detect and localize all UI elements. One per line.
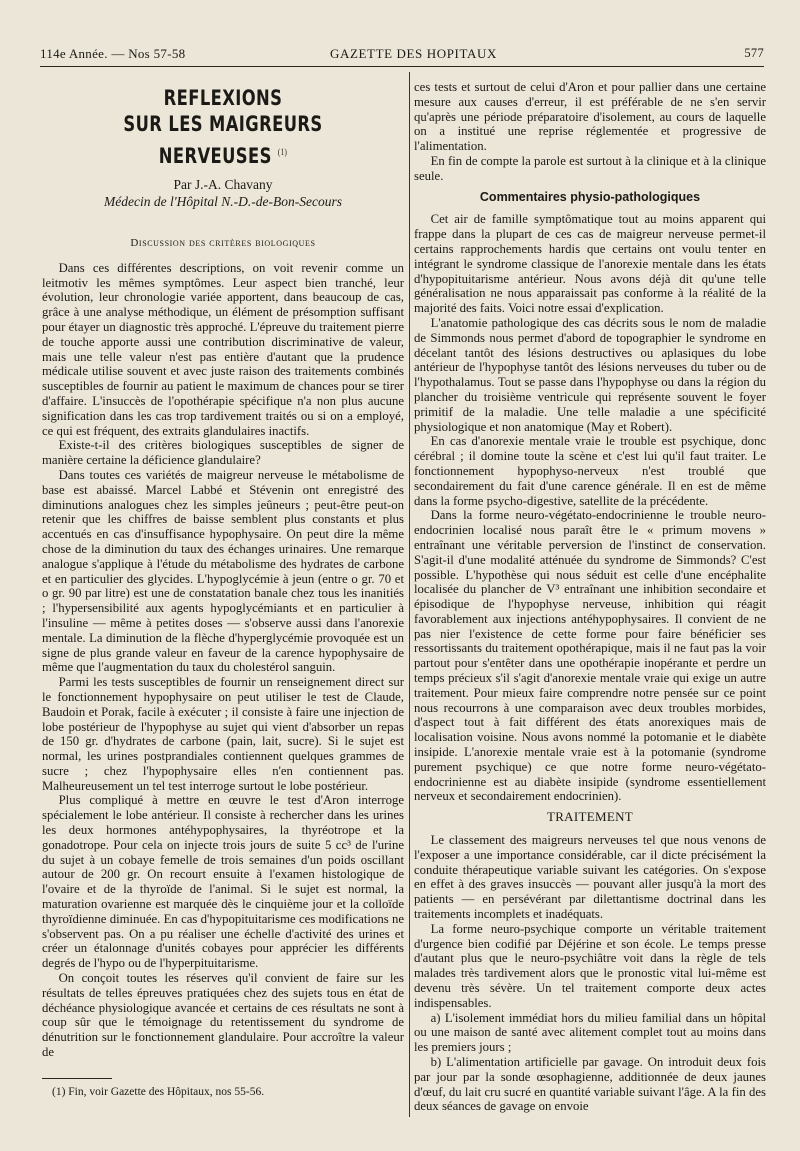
paragraph: Plus compliqué à mettre en œuvre le test d'Aron interroge spécialement le lobe antérieur. Il consiste à rechercher dans les urines les deux hormones antéhypophysaires, la thyréotrope et la gonadotrope. Pour cela on injecte trois jours de suite 5 cc³ de l'urine du sujet à un cobaye femelle de trois semaines d'un poids oscillant autour de 200 gr. On recourt ensuite à l'examen histologique de l'ovaire et de la thyroïde de l'animal. Si le sujet est normal, la maturation ovarienne est marquée dès le cinquième jour et la colloïde thyroïdienne diminuée. En cas d'hypopituitarisme ces modifications ne s'observent pas. On a pu réaliser une échelle d'activité des urines et créer un étalonnage d'unités cobayes pour apprécier les différents degrés de l'hypo ou de l'hyperpituitarisme.: [42, 793, 404, 971]
paragraph: Existe-t-il des critères biologiques susceptibles de signer de manière certaine la déficience glandulaire?: [42, 438, 404, 468]
left-column: [42, 82, 404, 1060]
section-heading-physiopathology: Commentaires physio-pathologiques: [479, 189, 701, 204]
running-head: [40, 46, 764, 66]
paragraph: L'anatomie pathologique des cas décrits sous le nom de maladie de Simmonds nous permet d'abord de topographier le syndrome en décelant tantôt des lésions destructives ou aplasiques du lobe antérieur de l'hypophyse tantôt des lésions nerveuses du tuber ou de l'hypothalamus. Tout se passe dans l'hypophyse ou dans la région du plancher du troisième ventricule qui représente souvent le foyer primitif de la maladie. Une telle maladie a une spécificité physiologique et non anatomique (May et Robert).: [414, 315, 766, 434]
paragraph: a) L'isolement immédiat hors du milieu familial dans un hôpital ou une maison de santé avec alitement complet tout au moins dans les premiers jours ;: [414, 1010, 766, 1055]
page-number: 577: [744, 46, 764, 60]
column-divider: [409, 72, 410, 1117]
paragraph: Dans toutes ces variétés de maigreur nerveuse le métabolisme de base est abaissé. Marcel Labbé et Stévenin ont enregistré des diminutions analogues chez les simples jeûneurs ; peut-être peut-on retenir que les chiffres de baisse semblent plus constants et plus accentués en cas d'insuffisance hypophysaire. On peut dire la même chose de la diminution du taux des échanges urinaires. Une remarque analogue s'applique à l'étude du métabolisme des hydrates de carbone et en particulier des glycides. L'hypoglycémie à jeun (entre o gr. 70 et o gr. 90 par litre) est une de constatation banale chez tous les inanitiés ; l'hypersensibilité aux agents hypoglycémiants et en particulier à l'insuline — même à petites doses — s'observe aussi dans l'anorexie mentale. La diminution de la flèche d'hyperglycémie provoquée est un signe de plus grande valeur en faveur de la carence hypophysaire de même que l'augmentation du taux du cholestérol sanguin.: [42, 467, 404, 675]
paragraph: Le classement des maigreurs nerveuses tel que nous venons de l'exposer a une importance considérable, car il dicte précisément la conduite thérapeutique variable suivant les catégories. On s'expose en effet à des graves insuccès — pouvant aller jusqu'à la mort des patients — en persévérant par dilettantisme doctrinal dans les traitements incomplets et inadéquats.: [414, 833, 766, 922]
paragraph: On conçoit toutes les réserves qu'il convient de faire sur les résultats de telles épreuves pratiquées chez des sujets tous en état de déchéance physiologique avancée et certains de ces résultats ne sont à coup sûr que le témoignage du retentissement du syndrome de dénutrition sur le fonctionnement glandulaire. Pour accroître la valeur de: [42, 971, 404, 1060]
journal-title: GAZETTE DES HOPITAUX: [330, 46, 497, 61]
title-footnote-marker: (1): [277, 147, 288, 157]
paragraph: Parmi les tests susceptibles de fournir un renseignement direct sur le fonctionnement hypophysaire on peut utiliser le test de Claude, Baudoin et Porak, facile à exécuter ; il consiste à faire une injection de lobe postérieur de l'hypophyse au sujet qui vient d'absorber un repas de 150 gr. d'hydrates de carbone (pain, lait, sucre). Si le sujet est normal, les urines postprandiales contiennent quelques grammes de sucre ; chez l'hypophysaire elles n'en contiennent pas. Malheureusement un tel test interroge surtout le lobe postérieur.: [42, 675, 404, 793]
section-heading-treatment: TRAITEMENT: [546, 809, 634, 825]
footnote: (1) Fin, voir Gazette des Hôpitaux, nos 55-56.: [52, 1086, 265, 1098]
paragraph: ces tests et surtout de celui d'Aron et pour pallier dans une certaine mesure aux causes d'erreur, il est préférable de ne s'en servir qu'après une période préparatoire d'isolement, au cours de laquelle on a institué une reprise réglementée et progressive de l'alimentation.: [414, 80, 766, 154]
paragraph: Dans ces différentes descriptions, on voit revenir comme un leitmotiv les mêmes symptômes. Leur aspect bien tranché, leur évolution, leur chronologie variée apportent, dans beaucoup de cas, grâce à une analyse méthodique, un élément de présomption suffisant pour étayer un diagnostic très approché. L'épreuve du traitement pierre de touche apporte aussi une contribution discriminative de valeur, mais une telle valeur n'est pas entière d'autant que la prudence médicale utilise souvent et avec juste raison des traitements combinés susceptibles de fournir au patient le maximum de chances pour se tirer d'affaire. L'insuccès de l'opothérapie spécifique n'a non plus aucune signification dans les cas trop tardivement traités ou si on a employé, ce qui est fréquent, des extraits glandulaires inactifs.: [42, 260, 404, 438]
paragraph: La forme neuro-psychique comporte un véritable traitement d'urgence bien codifié par Déjérine et son école. Le temps presse d'autant plus que le neuro-psychiâtre voit dans la règle de tels malades très tardivement alors que le pronostic vital lui-même est devenu très sévère. Un tel traitement comporte deux actes indispensables.: [414, 921, 766, 1010]
footnote-rule: [42, 1078, 112, 1079]
author-affiliation: Médecin de l'Hôpital N.-D.-de-Bon-Secours: [104, 194, 342, 209]
article-title-line2: [82, 110, 364, 170]
paragraph: En cas d'anorexie mentale vraie le trouble est psychique, donc cérébral ; il domine toute la scène et c'est lui qu'il faut traiter. Le fonctionnement hypophyso-nerveux n'est troublé que secondairement du fait d'une carence générale. Il en est de même dans la forme psycho-digestive, satellite de la précédente.: [414, 434, 766, 508]
article-title-text: SUR LES MAIGREURS NERVEUSES: [123, 112, 323, 168]
right-column: [414, 80, 766, 1114]
paragraph: En fin de compte la parole est surtout à la clinique et à la clinique seule.: [414, 153, 766, 183]
paragraph: b) L'alimentation artificielle par gavage. On introduit deux fois par jour par la sonde œsophagienne, additionnée de deux jaunes d'œuf, du lait cru sucré en quantité variable suivant l'âge. A la fin des deux séances de gavage on envoie: [414, 1055, 766, 1114]
author-line: Par J.-A. Chavany: [173, 177, 273, 192]
article-title-line1: REFLEXIONS: [163, 86, 283, 110]
header-rule: [40, 66, 764, 67]
section-heading-criteria: Discussion des critères biologiques: [130, 237, 316, 249]
issue-info: 114e Année. — Nos 57-58: [40, 46, 186, 61]
paragraph: Dans la forme neuro-végétato-endocrinienne le trouble neuro-endocrinien localisé nous paraît être le « primum movens » entraînant une véritable perversion de l'instinct de conservation. S'agit-il d'une modalité atténuée du syndrome de Simmonds? C'est possible. L'hypothèse qui nous séduit est celle d'une encéphalite localisée du plancher de V³ entraînant une inhibition secondaire et épisodique de l'hypophyse nerveuse, inhibition qui réagit favorablement aux injections antéhypophysaires. Il convient de ne pas nier l'existence de cette forme pour faire bénéficier ses ressortissants du traitement opothérapique, mais il ne faut pas la voir partout pour s'entêter dans une opothérapie inopérante et perdre un temps précieux s'il s'agit d'anorexie mentale vraie qui exige un autre traitement. Pour mieux faire comprendre notre pensée sur ce point nous recourrons à une comparaison avec deux troubles morbides, d'aspect tout à fait différent des états anorexiques mais de localisation voisine. Nous avons nommé la potomanie et le diabète insipide. L'anorexie mentale vraie est à la potomanie (syndrome purement psychique) ce que notre forme neuro-végétato-endocrinienne est au diabète insipide (syndrome essentiellement nerveux et secondairement endocrinien).: [414, 508, 766, 804]
paragraph: Cet air de famille symptômatique tout au moins apparent qui frappe dans la plupart de ces cas de maigreur nerveuse permet-il certains rapprochements hardis que certains ont voulu tenter en intégrant le syndrome classique de l'anorexie mentale dans les états d'hypopituitarisme antérieur. Nous avons déjà dit qu'une telle généralisation ne nous apparaissait pas conforme à la réalité de la majorité des faits. Voici notre essai d'explication.: [414, 212, 766, 316]
